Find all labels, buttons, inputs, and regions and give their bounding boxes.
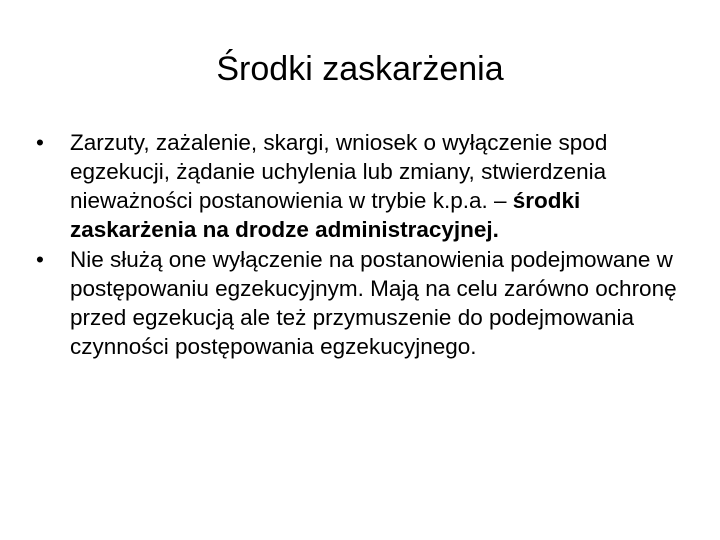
bullet-text-bold: środki zaskarżenia na drodze administracyjnej.	[70, 188, 581, 242]
slide-title: Środki zaskarżenia	[216, 50, 504, 88]
bullet-marker: •	[36, 247, 44, 272]
bullet-marker: •	[36, 130, 44, 155]
bullet-item	[36, 128, 686, 244]
bullet-item	[36, 245, 686, 361]
bullet-text: Nie służą one wyłączenie na postanowienia podejmowane w postępowaniu egzekucyjnym. Mają na celu zarówno ochronę przed egzekucją ale też przymuszenie do podejmowania czynności postępowania egzekucyjnego.	[70, 247, 677, 359]
bullet-list	[36, 128, 686, 362]
bullet-text: Zarzuty, zażalenie, skargi, wniosek o wyłączenie spod egzekucji, żądanie uchylenia lub zmiany, stwierdzenia nieważności postanowienia w trybie k.p.a. –	[70, 130, 608, 213]
